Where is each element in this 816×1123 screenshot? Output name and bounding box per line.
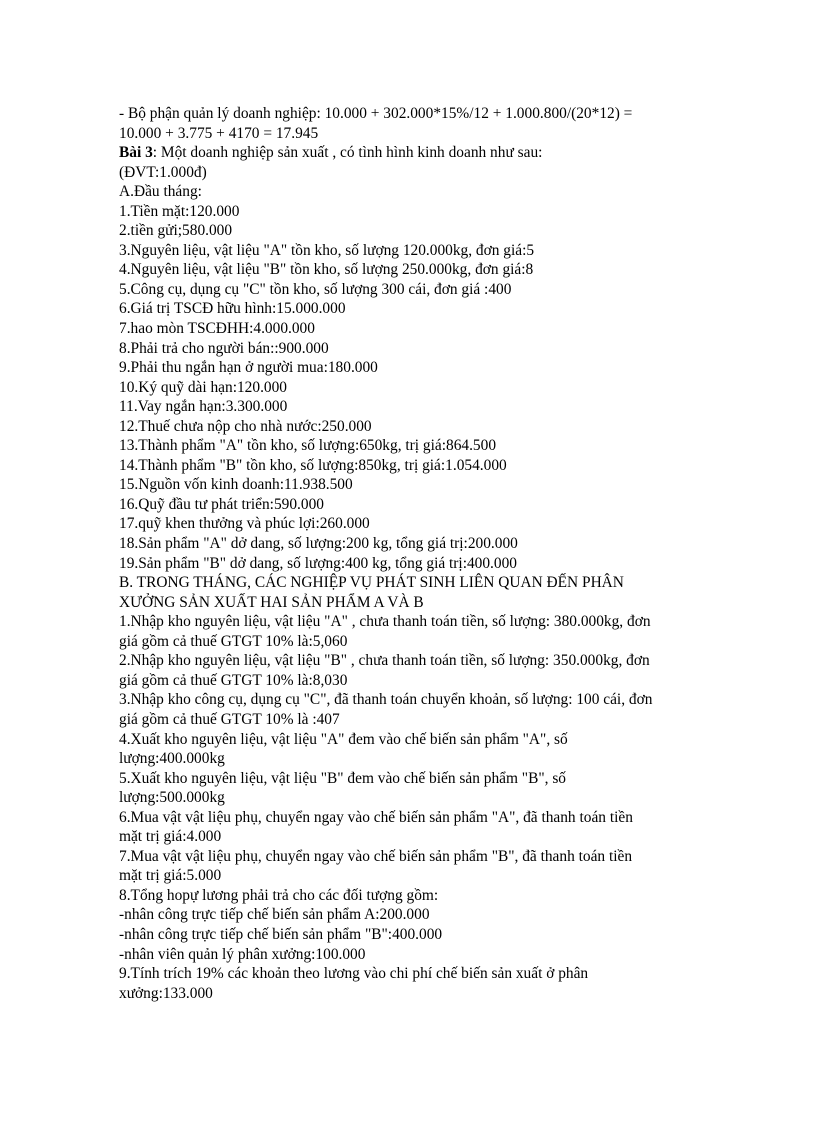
transaction-line: 1.Nhập kho nguyên liệu, vật liệu "A" , chưa thanh toán tiền, số lượng: 380.000kg, đơn xyxy=(119,613,651,631)
list-item: 5.Công cụ, dụng cụ "C" tồn kho, số lượng 300 cái, đơn giá :400 xyxy=(119,280,512,298)
list-item: 14.Thành phẩm "B" tồn kho, số lượng:850kg, trị giá:1.054.000 xyxy=(119,456,507,474)
transaction-line: 9.Tính trích 19% các khoản theo lương vào chi phí chế biến sản xuất ở phân xyxy=(119,965,589,983)
list-item: 2.tiền gửi;580.000 xyxy=(119,222,233,240)
exercise-text: : Một doanh nghiệp sản xuất , có tình hình kinh doanh như sau: xyxy=(152,144,543,162)
intro-line: 10.000 + 3.775 + 4170 = 17.945 xyxy=(119,124,319,142)
list-item: 15.Nguồn vốn kinh doanh:11.938.500 xyxy=(119,476,353,494)
list-item: 3.Nguyên liệu, vật liệu "A" tồn kho, số lượng 120.000kg, đơn giá:5 xyxy=(119,241,535,259)
transaction-line: mặt trị giá:4.000 xyxy=(119,828,222,846)
transaction-line: 7.Mua vật vật liệu phụ, chuyển ngay vào chế biến sản phẩm "B", đã thanh toán tiền xyxy=(119,847,633,865)
transaction-line: 3.Nhập kho công cụ, dụng cụ "C", đã thanh toán chuyển khoản, số lượng: 100 cái, đơn xyxy=(119,691,653,709)
list-item: 16.Quỹ đầu tư phát triển:590.000 xyxy=(119,495,324,513)
section-b-title: XƯỞNG SẢN XUẤT HAI SẢN PHẨM A VÀ B xyxy=(119,593,424,611)
transaction-line: xưởng:133.000 xyxy=(119,984,213,1002)
transaction-line: 5.Xuất kho nguyên liệu, vật liệu "B" đem vào chế biến sản phẩm "B", số xyxy=(119,769,567,787)
transaction-line: lượng:400.000kg xyxy=(119,750,225,768)
document-page xyxy=(119,104,709,1003)
list-item: 13.Thành phẩm "A" tồn kho, số lượng:650kg, trị giá:864.500 xyxy=(119,437,497,455)
transaction-line: giá gồm cả thuế GTGT 10% là :407 xyxy=(119,710,340,728)
list-item: 17.quỹ khen thưởng và phúc lợi:260.000 xyxy=(119,515,370,533)
transaction-line: 4.Xuất kho nguyên liệu, vật liệu "A" đem vào chế biến sản phẩm "A", số xyxy=(119,730,568,748)
unit-note: (ĐVT:1.000đ) xyxy=(119,163,207,181)
list-item: 4.Nguyên liệu, vật liệu "B" tồn kho, số lượng 250.000kg, đơn giá:8 xyxy=(119,261,534,279)
section-b-title: B. TRONG THÁNG, CÁC NGHIỆP VỤ PHÁT SINH LIÊN QUAN ĐẾN PHÂN xyxy=(119,574,624,592)
list-item: 6.Giá trị TSCĐ hữu hình:15.000.000 xyxy=(119,300,346,318)
transaction-line: lượng:500.000kg xyxy=(119,789,225,807)
transaction-line: -nhân viên quản lý phân xưởng:100.000 xyxy=(119,945,366,963)
list-item: 19.Sản phẩm "B" dở dang, số lượng:400 kg, tổng giá trị:400.000 xyxy=(119,554,517,572)
list-item: 7.hao mòn TSCĐHH:4.000.000 xyxy=(119,320,315,338)
transaction-line: 6.Mua vật vật liệu phụ, chuyển ngay vào chế biến sản phẩm "A", đã thanh toán tiền xyxy=(119,808,633,826)
exercise-heading xyxy=(119,143,709,163)
list-item: 8.Phải trả cho người bán::900.000 xyxy=(119,339,329,357)
section-a-title: A.Đầu tháng: xyxy=(119,183,202,201)
list-item: 18.Sản phẩm "A" dở dang, số lượng:200 kg, tổng giá trị:200.000 xyxy=(119,535,518,553)
list-item: 11.Vay ngắn hạn:3.300.000 xyxy=(119,398,288,416)
list-item: 10.Ký quỹ dài hạn:120.000 xyxy=(119,378,287,396)
list-item: 12.Thuế chưa nộp cho nhà nước:250.000 xyxy=(119,417,372,435)
transaction-line: 8.Tổng hopự lương phải trả cho các đối tượng gồm: xyxy=(119,886,439,904)
list-item: 1.Tiền mặt:120.000 xyxy=(119,202,240,220)
transaction-line: 2.Nhập kho nguyên liệu, vật liệu "B" , chưa thanh toán tiền, số lượng: 350.000kg, đơn xyxy=(119,652,650,670)
transaction-line: mặt trị giá:5.000 xyxy=(119,867,222,885)
transaction-line: giá gồm cả thuế GTGT 10% là:5,060 xyxy=(119,632,348,650)
intro-line: - Bộ phận quản lý doanh nghiệp: 10.000 + 302.000*15%/12 + 1.000.800/(20*12) = xyxy=(119,105,633,122)
exercise-label: Bài 3 xyxy=(119,144,153,162)
transaction-line: -nhân công trực tiếp chế biến sản phẩm "B":400.000 xyxy=(119,925,443,943)
transaction-line: -nhân công trực tiếp chế biến sản phẩm A:200.000 xyxy=(119,906,430,924)
transaction-line: giá gồm cả thuế GTGT 10% là:8,030 xyxy=(119,671,348,689)
list-item: 9.Phải thu ngắn hạn ở người mua:180.000 xyxy=(119,359,378,377)
